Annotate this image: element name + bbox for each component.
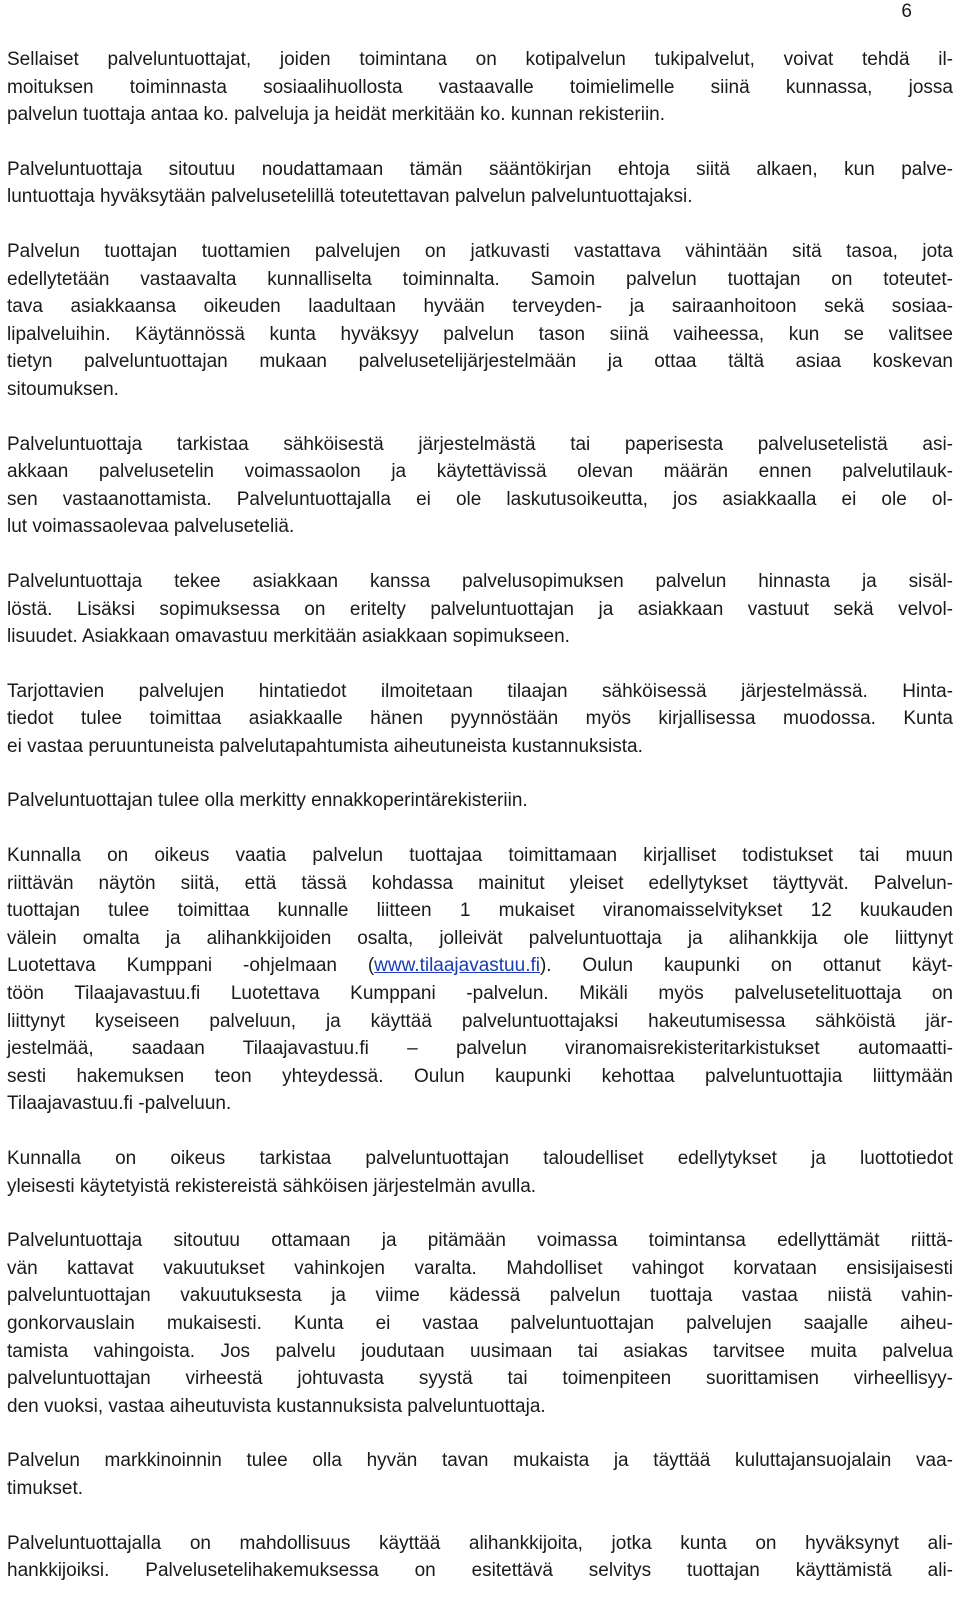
- paragraph-palvelusopimus: [7, 568, 953, 651]
- text-line: Palvelun tuottajan tuottamien palvelujen on jatkuvasti vastattava vähintään sitä tasoa, jota: [7, 240, 953, 262]
- text-line: akkaan palvelusetelin voimassaolon ja käytettävissä olevan määrän ennen palvelutilauk-: [7, 461, 953, 483]
- text-line: liittynyt kyseiseen palveluun, ja käyttää palveluntuottajaksi hakeutumisessa sähköistä jär-: [7, 1010, 953, 1032]
- text-line: tietyn palveluntuottajan mukaan palvelusetelijärjestelmään ja ottaa tältä asiaa koskevan: [7, 351, 953, 373]
- paragraph-luottotiedot: [7, 1145, 953, 1200]
- document-body: [7, 46, 953, 1612]
- paragraph-saantokirja: [7, 156, 953, 211]
- text-line: Palveluntuottajan tulee olla merkitty ennakkoperintärekisteriin.: [7, 790, 528, 812]
- text-line: sesti hakemuksen teon yhteydessä. Oulun kaupunki kehottaa palveluntuottajia liittymään: [7, 1065, 953, 1087]
- text-line: tava asiakkaansa oikeuden laadultaan hyvään terveyden- ja sairaanhoitoon sekä sosiaa-: [7, 296, 953, 318]
- text-line: edellytetään vastaavalta kunnalliselta toiminnalta. Samoin palvelun tuottajan on toteutet-: [7, 268, 953, 290]
- text-line: Palveluntuottaja sitoutuu noudattamaan tämän sääntökirjan ehtoja siitä alkaen, kun palve-: [7, 158, 953, 180]
- text-line: lisuudet. Asiakkaan omavastuu merkitään asiakkaan sopimukseen.: [7, 626, 570, 648]
- paragraph-vakuutukset: [7, 1227, 953, 1420]
- paragraph-alihankkijat: [7, 1530, 953, 1585]
- text-line: Tarjottavien palvelujen hintatiedot ilmoitetaan tilaajan sähköisessä järjestelmässä. Hinta-: [7, 680, 953, 702]
- text-line: Palveluntuottaja tarkistaa sähköisestä järjestelmästä tai paperisesta palvelusetelistä asi-: [7, 433, 953, 455]
- paragraph-todistukset: [7, 842, 953, 1118]
- text-line-with-link: [7, 952, 953, 980]
- page-number: 6: [901, 1, 912, 22]
- text-line: sitoumuksen.: [7, 378, 119, 400]
- paragraph-ennakkoperinta: [7, 787, 953, 815]
- text-line: tuottajan tulee toimittaa kunnalle liitteen 1 mukaiset viranomaisselvitykset 12 kuukauden: [7, 900, 953, 922]
- text-line: palvelun tuottaja antaa ko. palveluja ja heidät merkitään ko. kunnan rekisteriin.: [7, 104, 666, 126]
- tilaajavastuu-link[interactable]: www.tilaajavastuu.fi: [374, 955, 540, 977]
- text-line: Kunnalla on oikeus vaatia palvelun tuottajaa toimittamaan kirjalliset todistukset tai muun: [7, 845, 953, 867]
- text-line: Sellaiset palveluntuottajat, joiden toimintana on kotipalvelun tukipalvelut, voivat tehdä il-: [7, 49, 953, 70]
- text-line: välein omalta ja alihankkijoiden osalta, jolleivät palveluntuottaja ja alihankkija ole liittynyt: [7, 927, 953, 949]
- text-line: riittävän näytön siitä, että tässä kohdassa mainitut yleiset edellytykset täyttyvät. Palvelun-: [7, 872, 953, 894]
- paragraph-palvelusetelin-tarkistus: [7, 431, 953, 541]
- link-line-prefix: Luotettava Kumppani -ohjelmaan (: [7, 955, 375, 977]
- text-line: yleisesti käytetyistä rekistereistä sähköisen järjestelmän avulla.: [7, 1175, 537, 1197]
- text-line: Palvelun markkinoinnin tulee olla hyvän tavan mukaista ja täyttää kuluttajansuojalain vaa-: [7, 1450, 953, 1472]
- text-line: moituksen toiminnasta sosiaalihuollosta vastaavalle toimielimelle siinä kunnassa, jossa: [7, 76, 953, 98]
- text-line: den vuoksi, vastaa aiheutuvista kustannuksista palveluntuottaja.: [7, 1395, 546, 1417]
- paragraph-kotipalvelu: [7, 46, 953, 129]
- paragraph-hintatiedot: [7, 678, 953, 761]
- link-line-suffix: ). Oulun kaupunki on ottanut käyt-: [539, 955, 953, 977]
- text-line: töön Tilaajavastuu.fi Luotettava Kumppani -palvelun. Mikäli myös palvelusetelituottaja on: [7, 983, 953, 1005]
- text-line: luntuottaja hyväksytään palvelusetelillä toteutettavan palvelun palveluntuottajaksi.: [7, 186, 693, 208]
- text-line: Palveluntuottaja tekee asiakkaan kanssa palvelusopimuksen palvelun hinnasta ja sisäl-: [7, 570, 953, 592]
- text-line: tamista vahingoista. Jos palvelu joudutaan uusimaan tai asiakas tarvitsee muita palvelua: [7, 1340, 953, 1362]
- text-line: hankkijoiksi. Palvelusetelihakemuksessa on esitettävä selvitys tuottajan käyttämistä ali-: [7, 1560, 953, 1582]
- text-line: vän kattavat vakuutukset vahinkojen varalta. Mahdolliset vahingot korvataan ensisijaisesti: [7, 1257, 953, 1279]
- text-line: Tilaajavastuu.fi -palveluun.: [7, 1093, 232, 1115]
- text-line: lipalveluihin. Käytännössä kunta hyväksyy palvelun tason siinä vaiheessa, kun se valitsee: [7, 323, 953, 345]
- text-line: löstä. Lisäksi sopimuksessa on eritelty palveluntuottajan ja asiakkaan vastuut sekä velvol-: [7, 598, 953, 620]
- text-line: jestelmää, saadaan Tilaajavastuu.fi – palvelun viranomaisrekisteritarkistukset automaatti-: [7, 1038, 953, 1060]
- text-line: gonkorvauslain mukaisesti. Kunta ei vastaa palveluntuottajan palvelujen saajalle aiheu-: [7, 1312, 953, 1334]
- text-line: Palveluntuottaja sitoutuu ottamaan ja pitämään voimassa toimintansa edellyttämät riittä-: [7, 1230, 953, 1252]
- text-line: ei vastaa peruuntuneista palvelutapahtumista aiheutuneista kustannuksista.: [7, 735, 643, 757]
- text-line: palveluntuottajan vakuutuksesta ja viime kädessä palvelun tuottaja vastaa niistä vahin-: [7, 1285, 953, 1307]
- text-line: Palveluntuottajalla on mahdollisuus käyttää alihankkijoita, jotka kunta on hyväksynyt ali-: [7, 1532, 953, 1554]
- paragraph-palvelun-taso: [7, 238, 953, 404]
- text-line: sen vastaanottamista. Palveluntuottajalla ei ole laskutusoikeutta, jos asiakkaalla ei ole ol-: [7, 488, 953, 510]
- text-line: tiedot tulee toimittaa asiakkaalle hänen pyynnöstään myös kirjallisessa muodossa. Kunta: [7, 708, 953, 730]
- paragraph-markkinointi: [7, 1447, 953, 1502]
- text-line: lut voimassaolevaa palveluseteliä.: [7, 516, 295, 538]
- text-line: timukset.: [7, 1477, 84, 1499]
- text-line: Kunnalla on oikeus tarkistaa palveluntuottajan taloudelliset edellytykset ja luottotiedot: [7, 1148, 953, 1169]
- text-line: palveluntuottajan virheestä johtuvasta syystä tai toimenpiteen suorittamisen virheellisyy-: [7, 1368, 953, 1390]
